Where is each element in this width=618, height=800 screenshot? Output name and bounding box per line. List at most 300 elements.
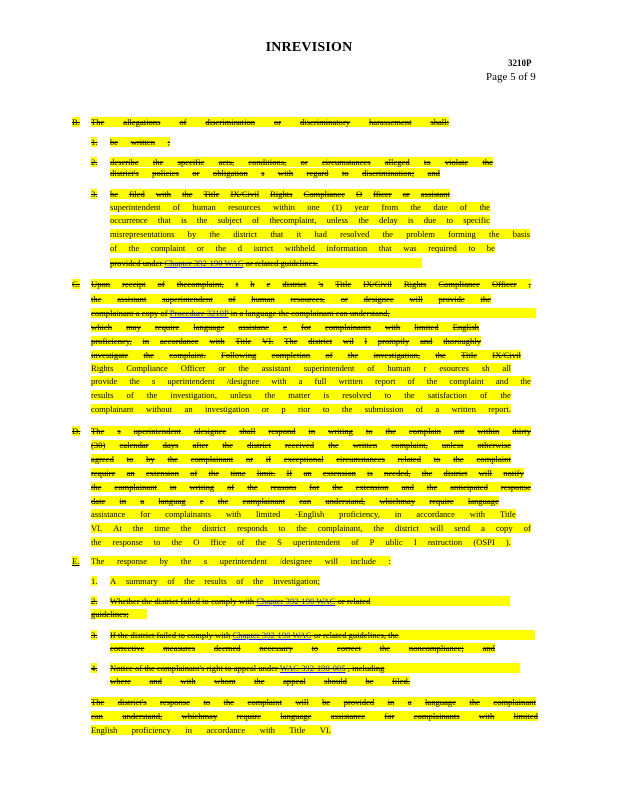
word: I bbox=[413, 537, 417, 547]
word: policies bbox=[152, 168, 179, 178]
word: with bbox=[180, 676, 196, 686]
word: proficiency, bbox=[91, 336, 132, 346]
section-c-line bbox=[91, 322, 479, 332]
section-c-line bbox=[91, 294, 491, 304]
word: district bbox=[443, 468, 468, 478]
word: At bbox=[113, 523, 122, 533]
word: will bbox=[295, 697, 309, 707]
word: was bbox=[403, 243, 417, 253]
word: Title bbox=[203, 189, 220, 199]
section-b-item-3-line bbox=[110, 189, 450, 199]
word: resources bbox=[228, 202, 261, 212]
word: investigate bbox=[91, 350, 129, 360]
word: , bbox=[528, 279, 531, 289]
word: s bbox=[203, 556, 208, 566]
section-c-line bbox=[91, 363, 511, 373]
word: appeal bbox=[283, 676, 306, 686]
word: completion bbox=[271, 350, 311, 360]
section-b-item-2-line bbox=[110, 168, 440, 178]
word: superintendent bbox=[303, 363, 355, 373]
word: Officer bbox=[491, 279, 517, 289]
word: complaint bbox=[449, 376, 484, 386]
word: of bbox=[237, 537, 245, 547]
section-c-line-3 bbox=[91, 308, 536, 318]
word: Upon bbox=[91, 279, 111, 289]
section-b-item-3-line bbox=[110, 215, 490, 225]
word: in bbox=[394, 509, 402, 519]
word: uperintendent bbox=[133, 426, 181, 436]
word: uperintendent bbox=[167, 376, 215, 386]
word: the bbox=[215, 243, 227, 253]
word: s bbox=[117, 426, 121, 436]
word: copy bbox=[495, 523, 513, 533]
word: response bbox=[112, 537, 143, 547]
section-d-line bbox=[91, 537, 511, 547]
word: otherwise bbox=[477, 440, 511, 450]
word: or bbox=[261, 404, 269, 414]
word: the bbox=[426, 482, 438, 492]
section-e-item-2-post: or related bbox=[337, 596, 371, 606]
word: the bbox=[91, 537, 102, 547]
word: will bbox=[324, 556, 339, 566]
word: uperintendent bbox=[293, 537, 341, 547]
word: include bbox=[350, 556, 376, 566]
word: IX/Civil bbox=[230, 189, 260, 199]
word: written bbox=[130, 137, 156, 147]
word: ffice bbox=[210, 537, 227, 547]
section-b-label: B. bbox=[72, 117, 80, 127]
section-e-closing-line bbox=[91, 725, 331, 735]
word: accordance bbox=[416, 509, 455, 519]
word: ublic bbox=[385, 537, 403, 547]
section-d-line bbox=[91, 440, 511, 450]
word: should bbox=[324, 676, 347, 686]
word: extension bbox=[145, 468, 179, 478]
word: acts, bbox=[218, 157, 235, 167]
word: it bbox=[296, 229, 302, 239]
word: require bbox=[91, 468, 116, 478]
word: results bbox=[204, 576, 227, 586]
word: with bbox=[155, 189, 172, 199]
word: noncompliance; bbox=[408, 643, 464, 653]
word: the bbox=[358, 215, 369, 225]
word: written bbox=[352, 440, 378, 450]
word: e bbox=[283, 322, 287, 332]
word: the bbox=[341, 404, 353, 414]
word: of bbox=[172, 202, 181, 212]
word: response bbox=[500, 482, 531, 492]
word: the bbox=[223, 697, 235, 707]
word: t bbox=[235, 279, 239, 289]
word: of bbox=[459, 202, 468, 212]
word: be bbox=[110, 137, 119, 147]
word: thoroughly bbox=[443, 336, 481, 346]
word: within bbox=[477, 426, 500, 436]
word: superintendent bbox=[162, 294, 213, 304]
word: the bbox=[152, 157, 164, 167]
word: the bbox=[180, 523, 192, 533]
section-b-item-3-line bbox=[110, 229, 530, 239]
word: and bbox=[420, 336, 433, 346]
word: after bbox=[192, 440, 209, 450]
word: require bbox=[429, 496, 454, 506]
section-c-line bbox=[91, 376, 531, 386]
word: or bbox=[245, 454, 254, 464]
word: thecomplaint, bbox=[269, 215, 317, 225]
word: be bbox=[110, 189, 119, 199]
word: the bbox=[520, 376, 531, 386]
word: anticipated bbox=[450, 482, 488, 492]
word: /designee bbox=[193, 426, 227, 436]
word: rior bbox=[298, 404, 311, 414]
word: understand, bbox=[122, 711, 163, 721]
word: with bbox=[271, 376, 287, 386]
word: necessary bbox=[259, 643, 293, 653]
word: of bbox=[480, 390, 488, 400]
section-e-closing-line bbox=[91, 697, 536, 707]
word: the bbox=[184, 576, 195, 586]
word: discriminatory bbox=[299, 117, 351, 127]
word: proficiency, bbox=[339, 509, 380, 519]
word: from bbox=[381, 202, 399, 212]
word: in bbox=[308, 426, 316, 436]
word: one bbox=[307, 202, 320, 212]
word: with bbox=[478, 711, 495, 721]
word: Title bbox=[289, 725, 306, 735]
word: will bbox=[478, 468, 493, 478]
word: that bbox=[378, 243, 392, 253]
word: misrepresentations bbox=[110, 229, 175, 239]
word: Compliance bbox=[126, 363, 168, 373]
word: limited bbox=[513, 711, 538, 721]
word: district's bbox=[117, 697, 147, 707]
word: to bbox=[311, 643, 319, 653]
word: ant bbox=[453, 426, 465, 436]
word: superintendent bbox=[110, 202, 161, 212]
word: had bbox=[314, 229, 327, 239]
word: a bbox=[407, 697, 412, 707]
word: response bbox=[159, 697, 191, 707]
word: the bbox=[421, 468, 433, 478]
word: related bbox=[397, 454, 422, 464]
word: complaint, bbox=[391, 440, 428, 450]
section-e-item-2-num: 2. bbox=[91, 596, 98, 606]
word: whichmay bbox=[181, 711, 218, 721]
word: unless bbox=[326, 215, 349, 225]
word: the bbox=[143, 350, 154, 360]
section-c-line bbox=[91, 350, 521, 360]
word: discrimination; bbox=[362, 168, 415, 178]
section-e-item-4-pre: Notice of the complainant's right to appeal under bbox=[110, 663, 278, 673]
word: of bbox=[110, 243, 118, 253]
word: assistant bbox=[117, 294, 147, 304]
section-e-item-3-line-1 bbox=[110, 630, 535, 640]
section-e-item-1-num: 1. bbox=[91, 576, 98, 586]
section-c-line bbox=[91, 404, 511, 414]
word: by bbox=[159, 556, 169, 566]
word: limit. bbox=[256, 468, 276, 478]
word: extension bbox=[322, 468, 356, 478]
word: complain bbox=[408, 426, 441, 436]
section-b-item-3-line bbox=[110, 202, 490, 212]
word: received bbox=[284, 440, 315, 450]
word: or bbox=[192, 168, 200, 178]
word: investigation; bbox=[273, 576, 320, 586]
word: Rights bbox=[91, 363, 114, 373]
word: days bbox=[162, 440, 179, 450]
word: /designee bbox=[279, 556, 313, 566]
word: subject bbox=[217, 215, 242, 225]
word: delay bbox=[379, 215, 398, 225]
word: of bbox=[415, 404, 423, 414]
word: e bbox=[199, 496, 204, 506]
word: complaint bbox=[150, 243, 186, 253]
word: proficiency bbox=[131, 725, 171, 735]
word: be bbox=[322, 697, 331, 707]
word: for bbox=[300, 322, 311, 332]
word: occurrence bbox=[110, 215, 148, 225]
word: is bbox=[180, 215, 187, 225]
word: regard bbox=[306, 168, 329, 178]
word: the bbox=[196, 215, 208, 225]
word: l bbox=[364, 336, 368, 346]
word: district bbox=[202, 523, 227, 533]
word: exceptional bbox=[283, 454, 324, 464]
word: uperintendent bbox=[219, 556, 268, 566]
word: P bbox=[369, 537, 375, 547]
word: writing bbox=[328, 426, 353, 436]
word: the bbox=[328, 440, 339, 450]
word: assistant bbox=[261, 363, 291, 373]
section-d-line bbox=[91, 496, 499, 506]
word: O bbox=[193, 537, 200, 547]
word: circumstances bbox=[321, 157, 371, 167]
word: thecomplaint, bbox=[176, 279, 224, 289]
word: of bbox=[190, 468, 198, 478]
section-e-item-4-num: 4. bbox=[91, 663, 98, 673]
word: which bbox=[91, 322, 113, 332]
word: violate bbox=[444, 157, 469, 167]
section-e-item-2-pre: Whether the district failed to comply with bbox=[110, 596, 255, 606]
word: and bbox=[401, 482, 414, 492]
word: VI. bbox=[91, 523, 103, 533]
word: to bbox=[384, 390, 392, 400]
word: e bbox=[266, 279, 271, 289]
word: or bbox=[340, 294, 348, 304]
procedure-link[interactable]: Procedure 3210P bbox=[169, 308, 229, 318]
word: thirty bbox=[512, 426, 531, 436]
word: of bbox=[252, 215, 260, 225]
word: : bbox=[388, 556, 391, 566]
word: district bbox=[233, 229, 258, 239]
word: human bbox=[387, 363, 411, 373]
section-e-label: E. bbox=[72, 556, 80, 566]
word: The bbox=[91, 426, 105, 436]
word: the bbox=[480, 294, 491, 304]
word: harassement bbox=[368, 117, 412, 127]
word: English bbox=[91, 725, 118, 735]
word: accordance bbox=[206, 725, 246, 735]
word: provide bbox=[91, 376, 118, 386]
word: to bbox=[341, 168, 349, 178]
word: complaint bbox=[476, 454, 511, 464]
word: the bbox=[146, 390, 158, 400]
word: the bbox=[453, 454, 464, 464]
word: the bbox=[410, 202, 421, 212]
word: of bbox=[126, 390, 134, 400]
word: esources bbox=[439, 363, 469, 373]
word: the bbox=[379, 643, 391, 653]
word: unless bbox=[230, 390, 252, 400]
word: conditions, bbox=[248, 157, 287, 167]
word: to bbox=[203, 697, 211, 707]
word: whom bbox=[214, 676, 236, 686]
word: limited bbox=[414, 322, 439, 332]
section-b-item-2-num: 2. bbox=[91, 157, 98, 167]
word: to bbox=[423, 157, 431, 167]
word: the bbox=[253, 576, 264, 586]
word: istrict bbox=[253, 243, 274, 253]
word: complaint. bbox=[169, 350, 206, 360]
word: all bbox=[502, 363, 511, 373]
word: O bbox=[355, 189, 363, 199]
word: fficer bbox=[373, 189, 392, 199]
word: the bbox=[167, 454, 178, 464]
word: (30) bbox=[91, 440, 106, 450]
word: Title bbox=[461, 350, 478, 360]
word: the bbox=[404, 390, 415, 400]
word: is bbox=[407, 215, 414, 225]
word: or bbox=[218, 363, 226, 373]
word: s bbox=[151, 376, 156, 386]
word: complainant, bbox=[317, 523, 363, 533]
word: the bbox=[247, 482, 258, 492]
word: /designee bbox=[226, 376, 260, 386]
word: complainant bbox=[114, 482, 157, 492]
word: writing bbox=[189, 482, 215, 492]
word: provide bbox=[438, 294, 465, 304]
word: in bbox=[185, 725, 193, 735]
word: The bbox=[91, 697, 105, 707]
word: sh bbox=[481, 363, 490, 373]
word: report bbox=[374, 376, 396, 386]
word: in bbox=[387, 697, 395, 707]
word: designee bbox=[363, 294, 394, 304]
wac-chapter-link[interactable]: Chapter 392-190 WAC bbox=[164, 258, 244, 268]
word: with bbox=[277, 168, 294, 178]
word: assistanc bbox=[238, 322, 269, 332]
word: investigation, bbox=[373, 350, 421, 360]
word: date bbox=[91, 496, 106, 506]
word: to bbox=[278, 523, 286, 533]
word: the bbox=[296, 523, 307, 533]
wac-chapter-link[interactable]: Chapter 392-190 WAC bbox=[256, 596, 336, 606]
word: human bbox=[192, 202, 216, 212]
word: complainant bbox=[242, 496, 285, 506]
word: describe bbox=[110, 157, 139, 167]
word: circumstances bbox=[336, 454, 385, 464]
word: whichmay bbox=[379, 496, 416, 506]
word: within bbox=[272, 202, 295, 212]
section-d-label: D. bbox=[72, 426, 81, 436]
word: Following bbox=[220, 350, 257, 360]
section-e-closing-line bbox=[91, 711, 538, 721]
word: require bbox=[236, 711, 261, 721]
page-title: INREVISION bbox=[265, 40, 353, 55]
word: respond bbox=[268, 426, 296, 436]
word: complaint bbox=[247, 697, 282, 707]
wac-chapter-link[interactable]: Chapter 392-190 WAC bbox=[232, 630, 312, 640]
word: to bbox=[468, 243, 476, 253]
word: time bbox=[154, 523, 170, 533]
word: basis bbox=[512, 229, 530, 239]
word: will bbox=[409, 294, 423, 304]
section-e-item-1 bbox=[110, 576, 320, 586]
word: of bbox=[157, 279, 165, 289]
word: district bbox=[247, 440, 271, 450]
word: human bbox=[251, 294, 275, 304]
word: district bbox=[308, 336, 333, 346]
word: languag bbox=[158, 496, 186, 506]
word: results bbox=[91, 390, 114, 400]
word: in bbox=[169, 482, 177, 492]
word: correct bbox=[337, 643, 361, 653]
word: full bbox=[314, 376, 327, 386]
word: of bbox=[523, 523, 531, 533]
word: assistance bbox=[91, 509, 126, 519]
word: to bbox=[153, 537, 161, 547]
word: resolved bbox=[342, 390, 372, 400]
word: s bbox=[261, 168, 265, 178]
word: resolved bbox=[340, 229, 370, 239]
section-d-line bbox=[91, 509, 516, 519]
word: VI. bbox=[319, 725, 331, 735]
word: response bbox=[116, 556, 148, 566]
word: of bbox=[179, 117, 187, 127]
word: district bbox=[282, 279, 307, 289]
word: with bbox=[209, 336, 225, 346]
word: a bbox=[481, 523, 485, 533]
section-b-item-3-num: 3. bbox=[91, 189, 98, 199]
word: required bbox=[428, 243, 457, 253]
word: district's bbox=[110, 168, 139, 178]
section-b-item-1 bbox=[110, 137, 170, 147]
word: submission bbox=[364, 404, 404, 414]
word: discrimination bbox=[205, 117, 256, 127]
section-c-line bbox=[91, 279, 531, 289]
word: for bbox=[309, 482, 320, 492]
word: and bbox=[427, 168, 440, 178]
word: the bbox=[469, 697, 480, 707]
document-number: 3210P bbox=[508, 58, 532, 68]
word: of bbox=[407, 376, 415, 386]
word: responds bbox=[237, 523, 268, 533]
word: with bbox=[384, 322, 401, 332]
word: time bbox=[230, 468, 246, 478]
word: is bbox=[323, 390, 330, 400]
word: report. bbox=[488, 404, 511, 414]
word: agreed bbox=[91, 454, 114, 464]
word: Title bbox=[235, 336, 252, 346]
wac-section-link[interactable]: WAC 392-190-005 bbox=[279, 663, 346, 673]
word: send bbox=[454, 523, 471, 533]
word: Title bbox=[335, 279, 352, 289]
word: and bbox=[149, 676, 162, 686]
word: specific bbox=[463, 215, 490, 225]
word: the bbox=[426, 376, 438, 386]
word: a bbox=[298, 376, 303, 386]
word: the bbox=[171, 537, 183, 547]
